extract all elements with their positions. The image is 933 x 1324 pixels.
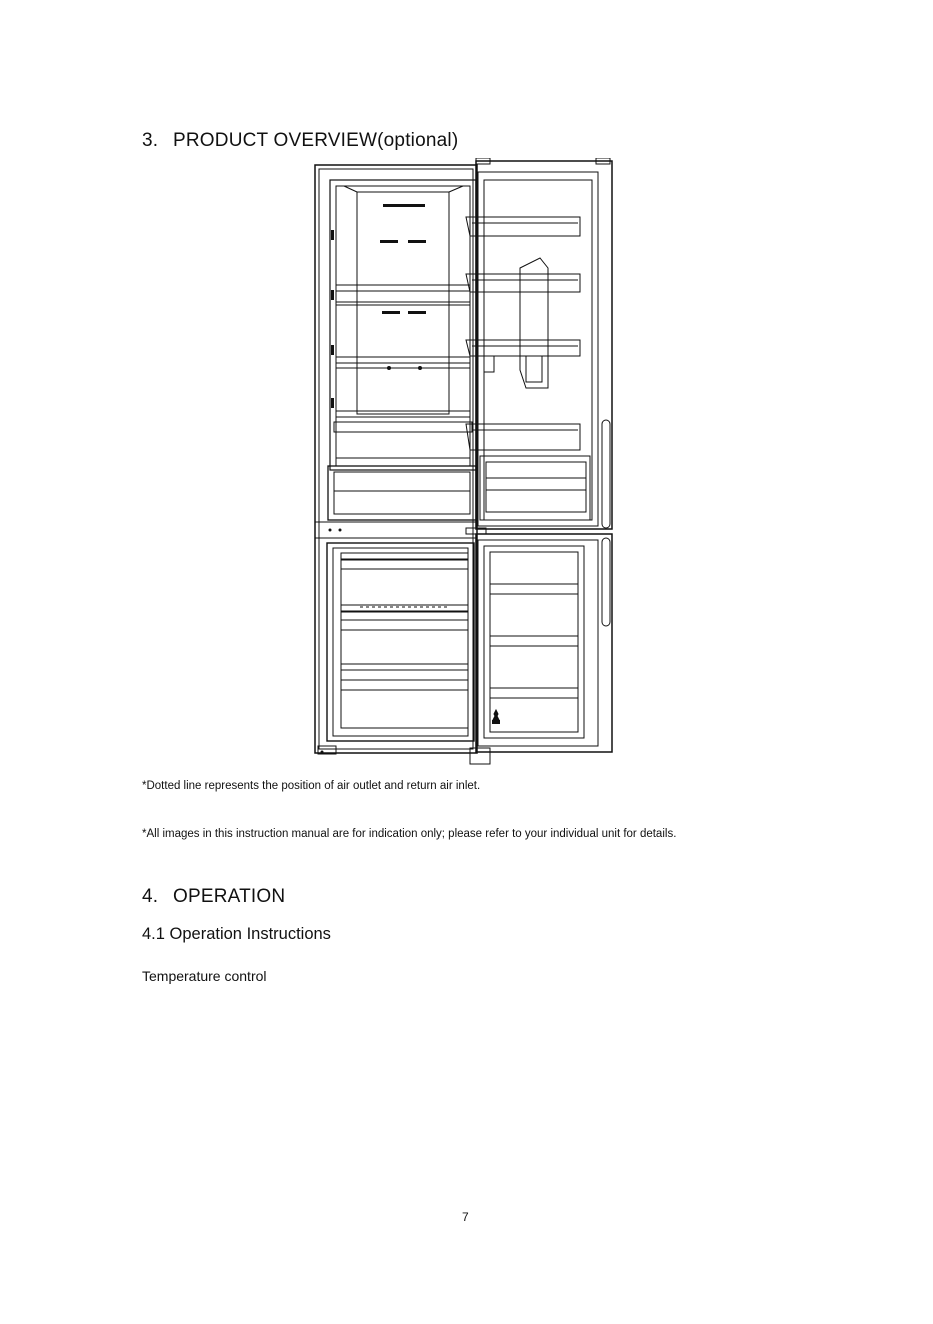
section-4-number: 4. <box>142 886 159 907</box>
dotted-line-note: *Dotted line represents the position of air outlet and return air inlet. <box>142 780 481 792</box>
images-disclaimer-note: *All images in this instruction manual are for indication only; please refer to your individual unit for details. <box>142 828 677 840</box>
temperature-control-subheading: Temperature control <box>142 968 267 984</box>
section-3-number: 3. <box>142 130 159 151</box>
page-number: 7 <box>462 1210 469 1224</box>
section-4-heading <box>142 886 285 908</box>
section-3-heading <box>142 130 458 152</box>
subsection-4-1-heading: 4.1 Operation Instructions <box>142 925 331 943</box>
section-3-title: PRODUCT OVERVIEW(optional) <box>173 130 459 151</box>
fridge-freezer-diagram <box>300 158 620 770</box>
section-4-title: OPERATION <box>173 886 286 907</box>
